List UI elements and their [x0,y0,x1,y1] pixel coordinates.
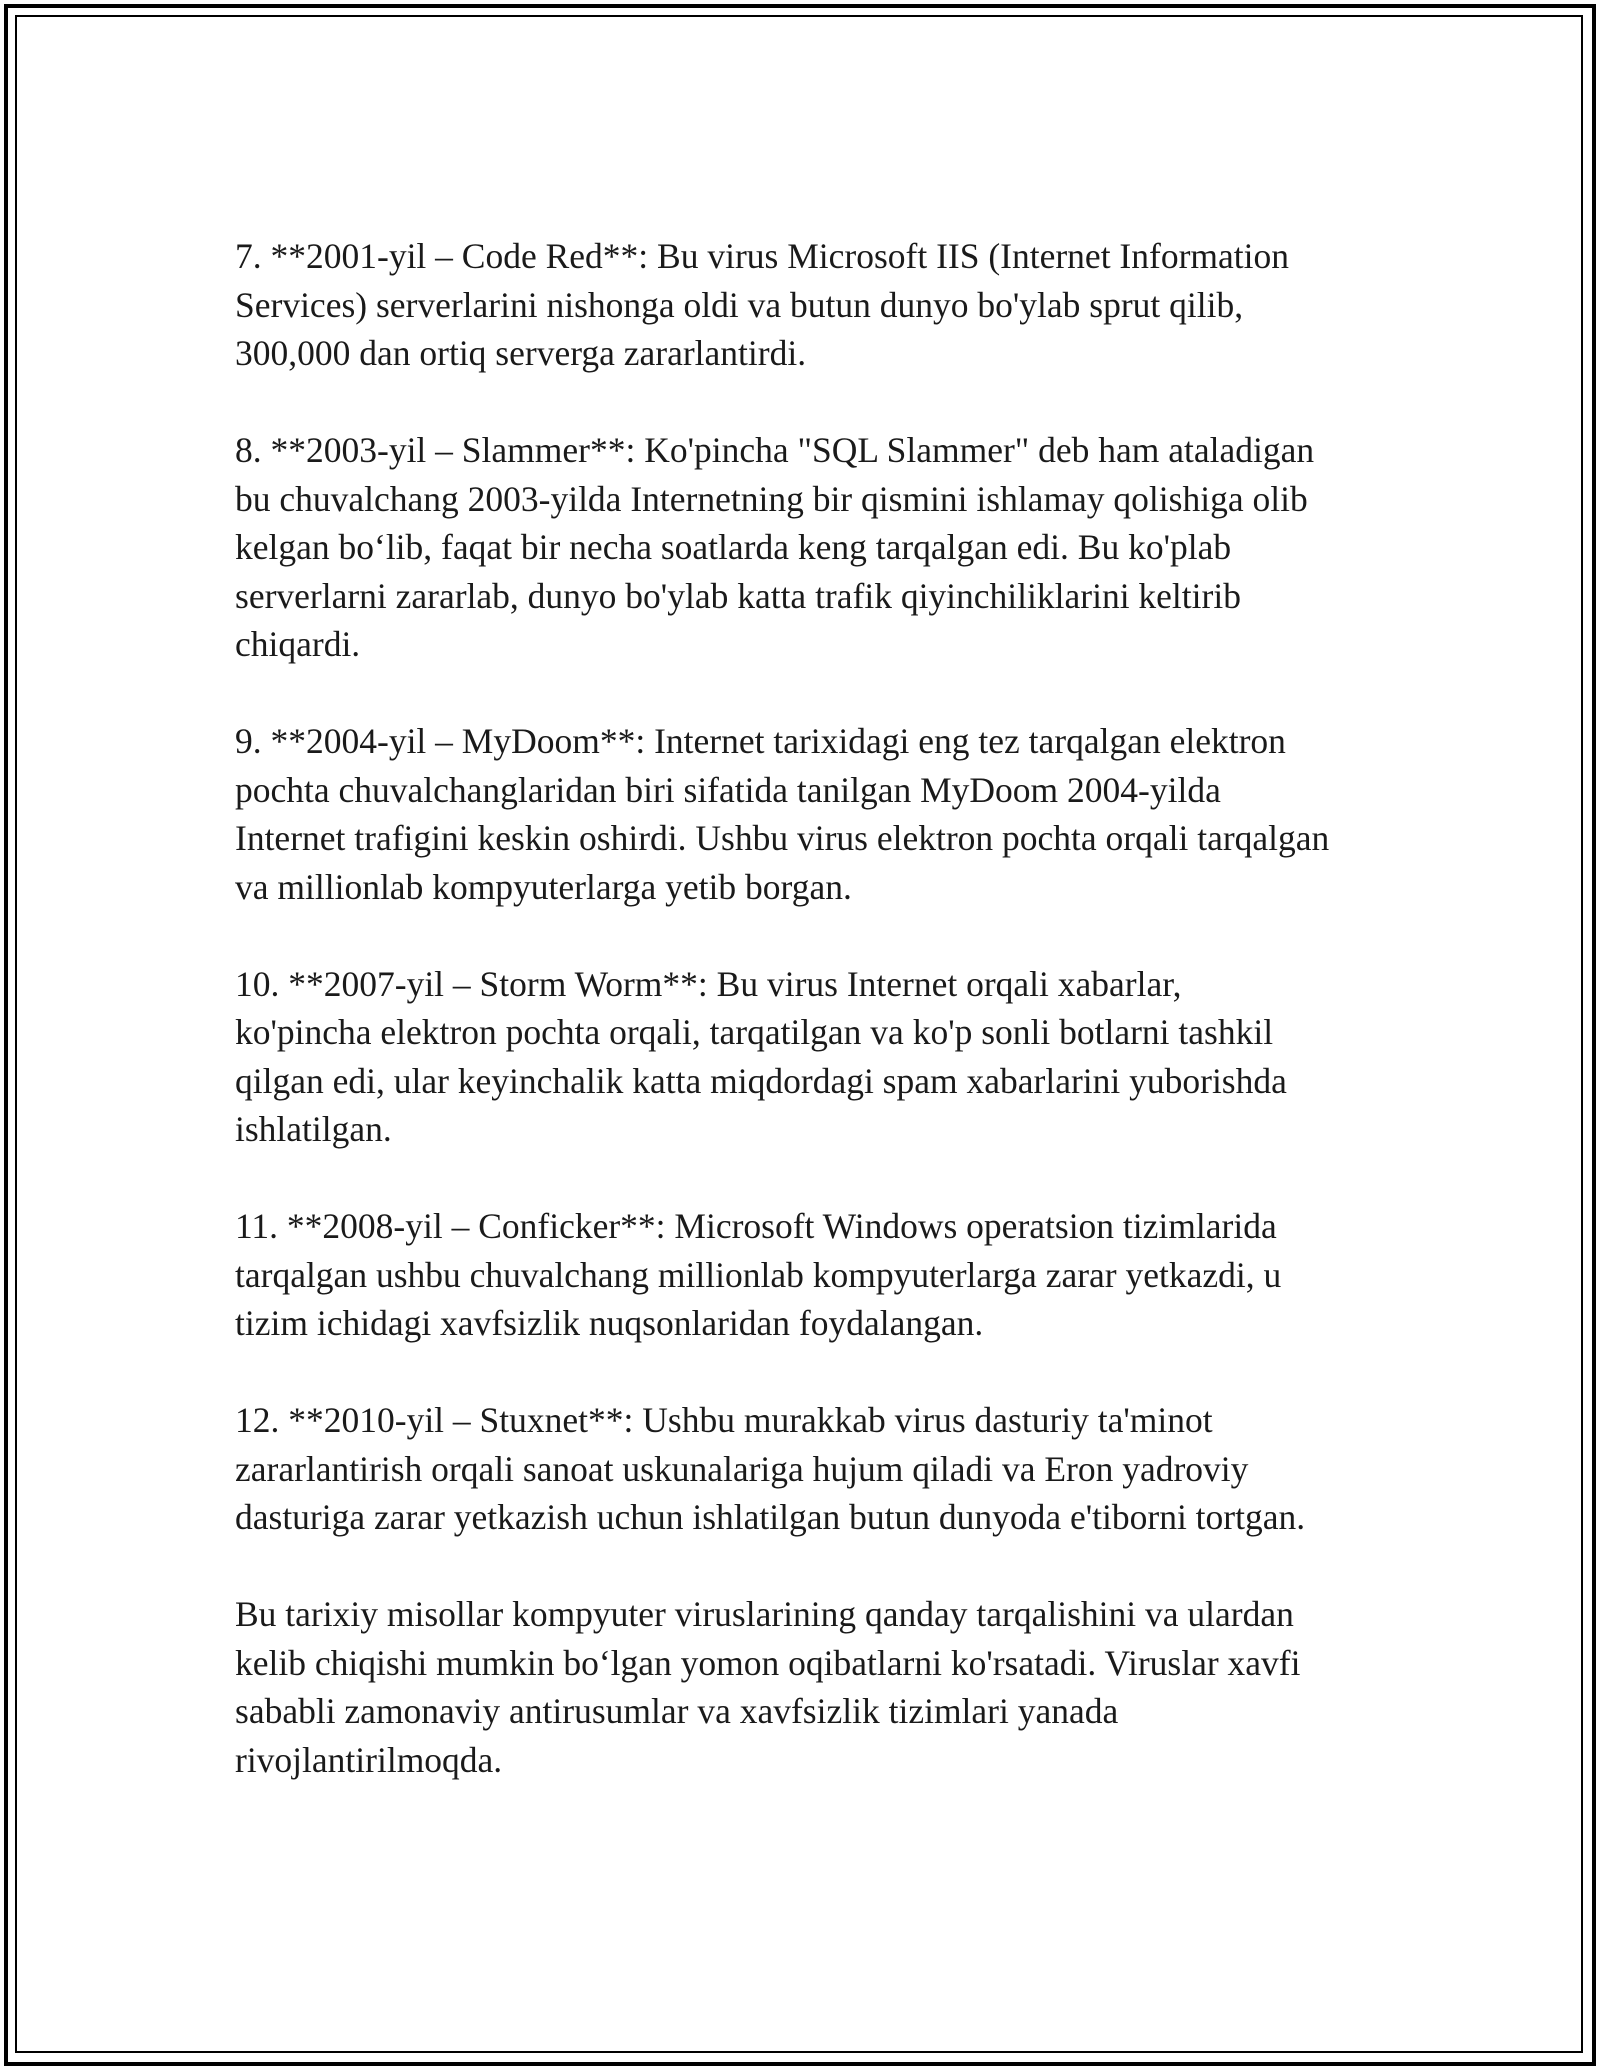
list-item-storm-worm: 10. **2007-yil – Storm Worm**: Bu virus Internet orqali xabarlar, ko'pincha elektron pochta orqali, tarqatilgan va ko'p sonli botlarni tashkil qilgan edi, ular keyinchalik katta miqdordagi spam xabarlarini yuborishda ishlatilgan. [235,963,1287,1149]
conclusion-paragraph: Bu tarixiy misollar kompyuter viruslarining qanday tarqalishini va ulardan kelib chiqishi mumkin boʻlgan yomon oqibatlarni ko'rsatadi. Viruslar xavfi sababli zamonaviy antirusumlar va xavfsizlik tizimlari yanada rivojlantirilmoqda. [235,1594,1301,1780]
list-item-code-red: 7. **2001-yil – Code Red**: Bu virus Microsoft IIS (Internet Information Services) serverlarini nishonga oldi va butun dunyo bo'ylab sprut qilib, 300,000 dan ortiq serverga zararlantirdi. [235,236,1289,373]
list-item-stuxnet: 12. **2010-yil – Stuxnet**: Ushbu murakkab virus dasturiy ta'minot zararlantirish orqali sanoat uskunalariga hujum qiladi va Eron yadroviy dasturiga zarar yetkazish uchun ishlatilgan butun dunyoda e'tiborni tortgan. [235,1400,1306,1537]
document-body [235,232,1395,1833]
list-item-conficker: 11. **2008-yil – Conficker**: Microsoft Windows operatsion tizimlarida tarqalgan ushbu chuvalchang millionlab kompyuterlarga zarar yetkazdi, u tizim ichidagi xavfsizlik nuqsonlaridan foydalangan. [235,1206,1282,1343]
list-item-slammer: 8. **2003-yil – Slammer**: Ko'pincha "SQL Slammer" deb ham ataladigan bu chuvalchang 2003-yilda Internetning bir qismini ishlamay qolishiga olib kelgan boʻlib, faqat bir necha soatlarda keng tarqalgan edi. Bu ko'plab serverlarni zararlab, dunyo bo'ylab katta trafik qiyinchiliklarini keltirib chiqardi. [235,430,1315,664]
list-item-mydoom: 9. **2004-yil – MyDoom**: Internet tarixidagi eng tez tarqalgan elektron pochta chuvalchanglaridan biri sifatida tanilgan MyDoom 2004-yilda Internet trafigini keskin oshirdi. Ushbu virus elektron pochta orqali tarqalgan va millionlab kompyuterlarga yetib borgan. [235,721,1330,907]
